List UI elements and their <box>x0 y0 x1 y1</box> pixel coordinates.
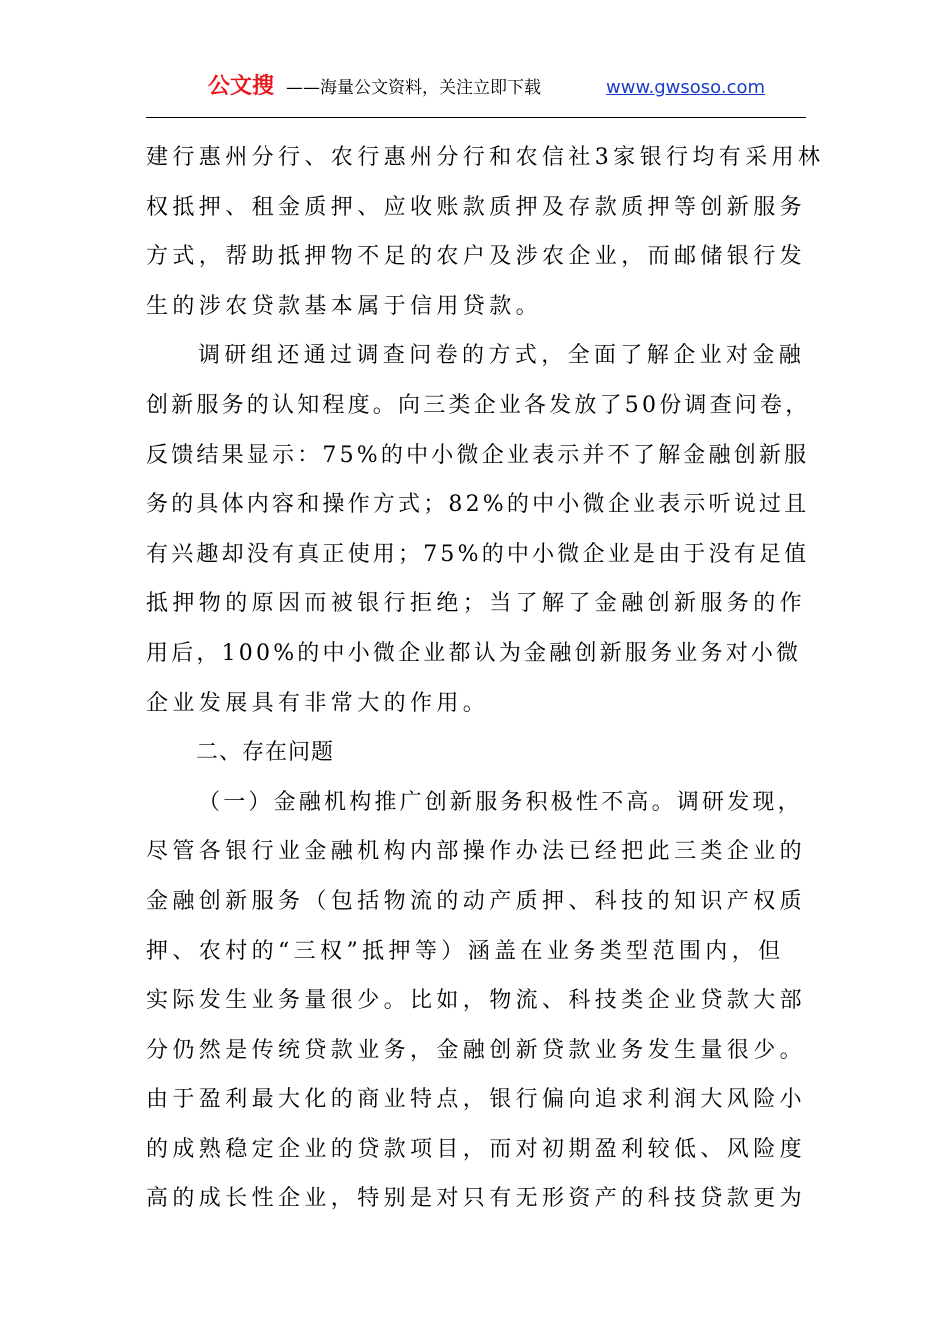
text-line: 方式，帮助抵押物不足的农户及涉农企业，而邮储银行发 <box>146 244 807 270</box>
text-line: 务的具体内容和操作方式；82%的中小微企业表示听说过且 <box>146 492 810 518</box>
paragraph <box>146 331 810 728</box>
document-body <box>146 133 825 1224</box>
text-line: 有兴趣却没有真正使用；75%的中小微企业是由于没有足值 <box>146 541 810 567</box>
text-line: 建行惠州分行、农行惠州分行和农信社3家银行均有采用林 <box>146 145 825 170</box>
text-line: 生的涉农贷款基本属于信用贷款。 <box>146 293 543 319</box>
text-line: 权抵押、租金质押、应收账款质押及存款质押等创新服务 <box>146 194 807 220</box>
text-line: 用后，100%的中小微企业都认为金融创新服务业务对小微 <box>146 640 802 666</box>
site-link[interactable]: www.gwsoso.com <box>606 77 766 98</box>
section-heading: 二、存在问题 <box>196 740 335 766</box>
text-line: 创新服务的认知程度。向三类企业各发放了50份调查问卷， <box>146 392 811 418</box>
text-line: 调研组还通过调查问卷的方式，全面了解企业对金融 <box>198 343 806 369</box>
paragraph <box>146 778 810 1224</box>
paragraph <box>146 133 825 331</box>
brand-logo-text: 公文搜 <box>208 74 275 99</box>
text-line: （一）金融机构推广创新服务积极性不高。调研发现， <box>198 789 803 815</box>
text-line: 分仍然是传统贷款业务，金融创新贷款业务发生量很少。 <box>146 1037 807 1063</box>
text-line: 抵押物的原因而被银行拒绝；当了解了金融创新服务的作 <box>146 591 807 617</box>
header-divider <box>146 117 806 118</box>
text-line: 押、农村的“三权”抵押等）涵盖在业务类型范围内，但 <box>146 938 785 964</box>
text-line: 反馈结果显示：75%的中小微企业表示并不了解金融创新服 <box>146 442 810 468</box>
header-tagline: ——海量公文资料，关注立即下载 <box>286 78 541 98</box>
text-line: 尽管各银行业金融机构内部操作办法已经把此三类企业的 <box>146 839 807 865</box>
page-header <box>146 72 806 104</box>
text-line: 实际发生业务量很少。比如，物流、科技类企业贷款大部 <box>146 988 807 1014</box>
text-line: 由于盈利最大化的商业特点，银行偏向追求利润大风险小 <box>146 1087 807 1113</box>
text-line: 企业发展具有非常大的作用。 <box>146 690 490 716</box>
text-line: 高的成长性企业，特别是对只有无形资产的科技贷款更为 <box>146 1186 807 1212</box>
text-line: 金融创新服务（包括物流的动产质押、科技的知识产权质 <box>146 888 807 914</box>
text-line: 的成熟稳定企业的贷款项目，而对初期盈利较低、风险度 <box>146 1136 807 1162</box>
